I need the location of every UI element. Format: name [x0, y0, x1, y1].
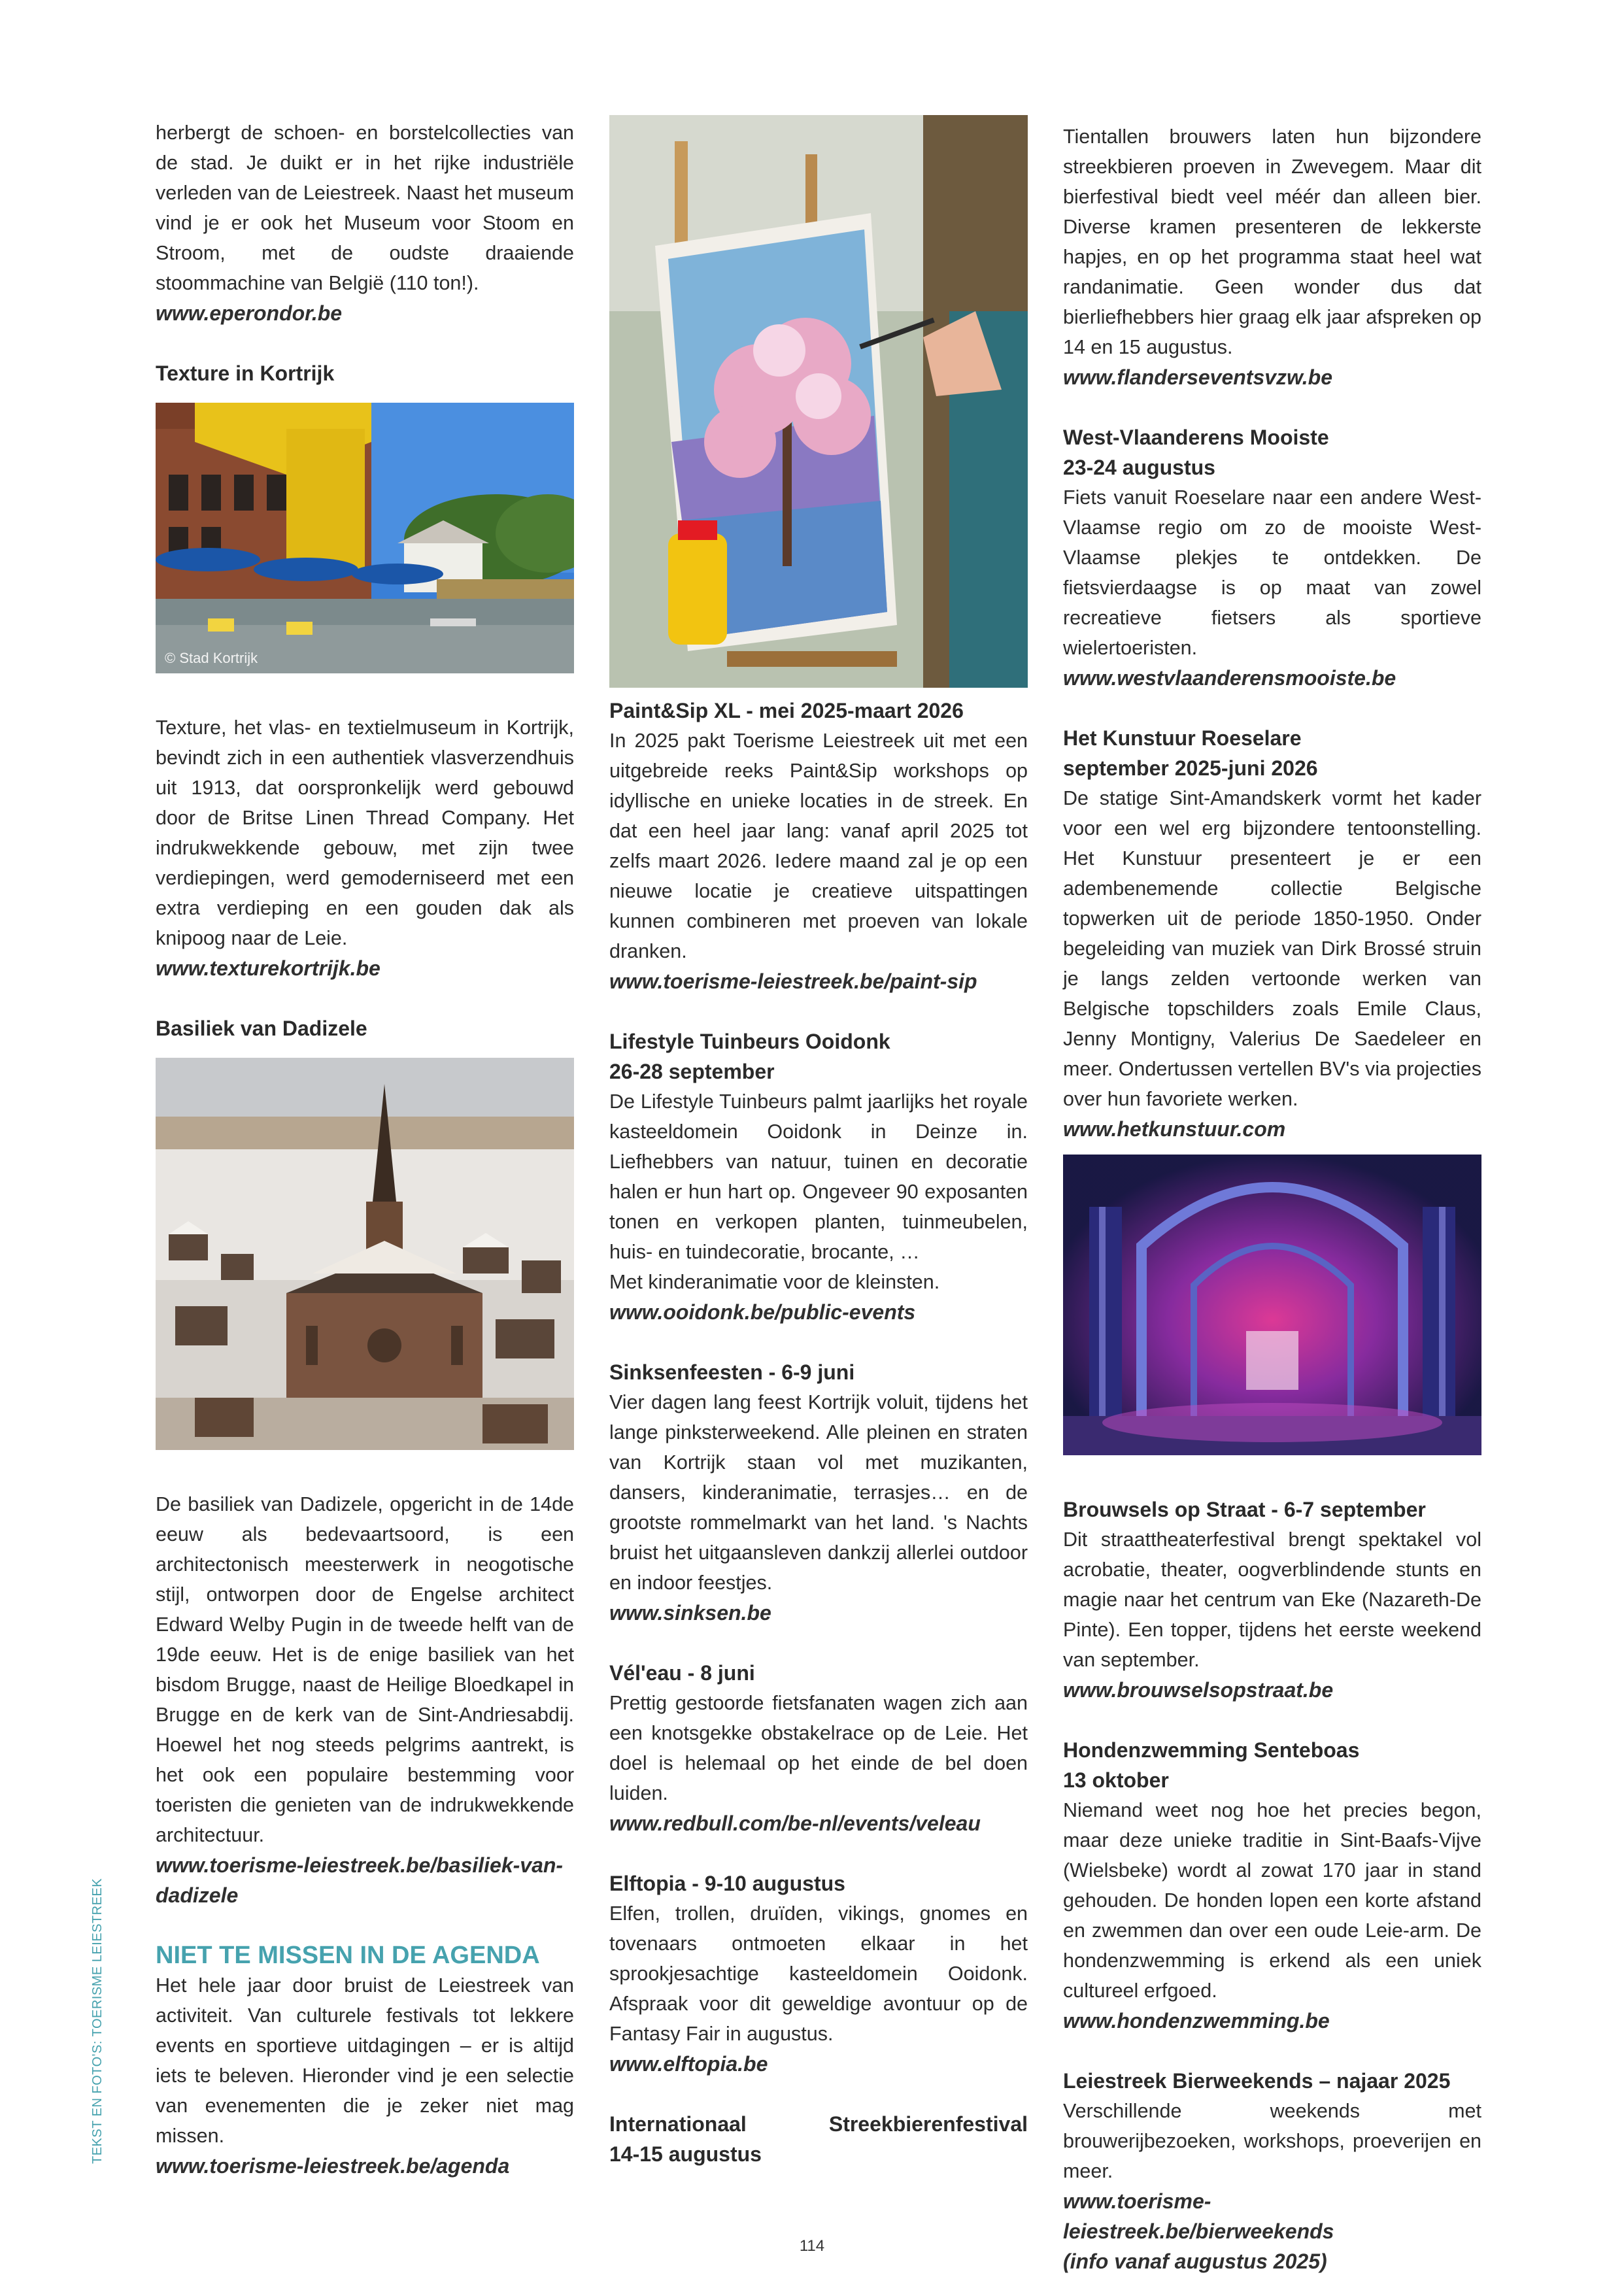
veleau-heading: Vél'eau - 8 juni: [609, 1661, 755, 1685]
paint-sip-heading: Paint&Sip XL - mei 2025-maart 2026: [609, 699, 964, 722]
elftopia-heading: Elftopia - 9-10 augustus: [609, 1872, 845, 1895]
eperondor-link[interactable]: www.eperondor.be: [156, 301, 343, 325]
photo-credit: © Stad Kortrijk: [165, 650, 258, 666]
streekbier-date: 14-15 augustus: [609, 2142, 762, 2166]
texture-link[interactable]: www.texturekortrijk.be: [156, 956, 381, 980]
bierweekends-heading: Leiestreek Bierweekends – najaar 2025: [1063, 2069, 1451, 2093]
sinksen-heading: Sinksenfeesten - 6-9 juni: [609, 1360, 855, 1384]
page-number: 114: [799, 2237, 825, 2255]
agenda-text: Het hele jaar door bruist de Leiestreek van activiteit. Van culturele festivals tot lekkere events en sportieve uitdagingen – er is altijd iets te beleven. Hieronder vind je een selectie van evenementen die je zeker niet mag missen.: [156, 1974, 574, 2147]
hondenzwemming-link[interactable]: www.hondenzwemming.be: [1063, 2009, 1330, 2033]
tuinbeurs-date: 26-28 september: [609, 1060, 775, 1083]
veleau-link[interactable]: www.redbull.com/be-nl/events/veleau: [609, 1812, 981, 1835]
elftopia-link[interactable]: www.elftopia.be: [609, 2052, 768, 2076]
kunstuur-photo: [1063, 1155, 1481, 1455]
paint-sip-photo: [609, 115, 1028, 688]
brouwsels-text: Dit straattheaterfestival brengt spektakel vol acrobatie, theater, oogverblindende stunts en magie naar het centrum van Eke (Nazareth-De Pinte). Een topper, tijdens het eerste weekend van september.: [1063, 1528, 1481, 1671]
column-1: [156, 118, 574, 2181]
photo-credit-sidebar: TEKST EN FOTO'S: TOERISME LEIESTREEK: [90, 1878, 105, 2164]
texture-heading: Texture in Kortrijk: [156, 362, 335, 385]
sinksen-text: Vier dagen lang feest Kortrijk voluit, tijdens het lange pinksterweekend. Alle pleinen en straten van Kortrijk staan vol met muzikanten, dansers, kinderanimatie, terrasjes… en de grootste rommelmarkt van het land. 's Nachts bruist het uitgaansleven dankzij allerlei outdoor en indoor feestjes.: [609, 1391, 1028, 1594]
sinksen-link[interactable]: www.sinksen.be: [609, 1601, 771, 1625]
column-3: [1063, 122, 1481, 2276]
elftopia-text: Elfen, trollen, druïden, vikings, gnomes en tovenaars ontmoeten elkaar in het sprookjesachtige kasteeldomein Ooidonk. Afspraak voor dit geweldige avontuur op de Fantasy Fair in augustus.: [609, 1902, 1028, 2045]
streekbier-heading: [609, 2109, 1028, 2139]
hondenzwemming-text: Niemand weet nog hoe het precies begon, maar deze unieke traditie in Sint-Baafs-Vijve (Wielsbeke) wordt al zowat 170 jaar in stand gehouden. De honden lopen een korte afstand en zwemmen dan over een oude Leie-arm. De hondenzwemming is erkend als een uniek cultureel erfgoed.: [1063, 1799, 1481, 2002]
tuinbeurs-text: De Lifestyle Tuinbeurs palmt jaarlijks het royale kasteeldomein Ooidonk in Deinze in. Liefhebbers van natuur, tuinen en decoratie halen er hun hart op. Ongeveer 90 exposanten tonen en verkopen planten, tuinmeubelen, huis- en tuindecoratie, brocante, …: [609, 1090, 1028, 1263]
bierweekends-text: Verschillende weekends met brouwerijbezoeken, workshops, proeverijen en meer.: [1063, 2100, 1481, 2182]
texture-text: Texture, het vlas- en textielmuseum in Kortrijk, bevindt zich in een authentiek vlasverzendhuis uit 1913, dat oorspronkelijk werd gebouwd door de Britse Linen Thread Company. Het indrukwekkende gebouw, met zijn twee verdiepingen, werd gemoderniseerd met een extra verdieping en een gouden dak als knipoog naar de Leie.: [156, 717, 574, 949]
hondenzwemming-date: 13 oktober: [1063, 1768, 1169, 1792]
basiliek-link[interactable]: www.toerisme-leiestreek.be/basiliek-van-dadizele: [156, 1853, 564, 1907]
bierfestival-text: Tientallen brouwers laten hun bijzondere streekbieren proeven in Zwevegem. Maar dit bierfestival biedt veel méér dan alleen bier. Diverse kramen presenteren de lekkerste hapjes, en op het programma staat heel wat randanimatie. Geen wonder dus dat bierliefhebbers hier graag elk jaar afspreken op 14 en 15 augustus.: [1063, 126, 1481, 358]
ooidonk-link[interactable]: www.ooidonk.be/public-events: [609, 1300, 916, 1324]
basiliek-heading: Basiliek van Dadizele: [156, 1017, 367, 1040]
agenda-heading: NIET TE MISSEN IN DE AGENDA: [156, 1942, 540, 1969]
kunstuur-heading: Het Kunstuur Roeselare: [1063, 726, 1302, 750]
streekbier-heading-part-1: Internationaal: [609, 2112, 747, 2136]
bierweekends-link[interactable]: www.toerisme-leiestreek.be/bierweekends: [1063, 2189, 1334, 2243]
streekbier-heading-part-2: Streekbierenfestival: [828, 2112, 1028, 2136]
tuinbeurs-heading: Lifestyle Tuinbeurs Ooidonk: [609, 1030, 890, 1053]
brouwsels-link[interactable]: www.brouwselsopstraat.be: [1063, 1678, 1334, 1702]
basiliek-text: De basiliek van Dadizele, opgericht in de 14de eeuw als bedevaartsoord, is een architectonisch meesterwerk in neogotische stijl, ontworpen door de Engelse architect Edward Welby Pugin in de tweede helft van de 19de eeuw. Het is de enige basiliek van het bisdom Brugge, naast de Heilige Bloedkapel in Brugge en de kerk van de Sint-Andriesabdij. Hoewel het nog steeds pelgrims aantrekt, is het ook een populaire bestemming voor toeristen die genieten van de indrukwekkende architectuur.: [156, 1493, 574, 1846]
kunstuur-date: september 2025-juni 2026: [1063, 756, 1318, 780]
paint-sip-link[interactable]: www.toerisme-leiestreek.be/paint-sip: [609, 970, 977, 993]
flanderevents-link[interactable]: www.flanderseventsvzw.be: [1063, 365, 1332, 389]
brouwsels-heading: Brouwsels op Straat - 6-7 september: [1063, 1498, 1426, 1521]
agenda-link[interactable]: www.toerisme-leiestreek.be/agenda: [156, 2154, 510, 2178]
basiliek-photo: [156, 1058, 574, 1450]
intro-text: herbergt de schoen- en borstelcollecties van de stad. Je duikt er in het rijke industriële verleden van de Leiestreek. Naast het museum vind je er ook het Museum voor Stoom en Stroom, met de oudste draaiende stoommachine van België (110 ton!).: [156, 122, 574, 294]
wvl-heading: West-Vlaanderens Mooiste: [1063, 426, 1329, 449]
wvl-date: 23-24 augustus: [1063, 456, 1215, 479]
column-2: [609, 115, 1028, 2169]
veleau-text: Prettig gestoorde fietsfanaten wagen zich aan een knotsgekke obstakelrace op de Leie. Het doel is helemaal op het einde de bel doen luiden.: [609, 1692, 1028, 1804]
wvl-text: Fiets vanuit Roeselare naar een andere West-Vlaamse regio om zo de mooiste West-Vlaamse plekjes te ontdekken. De fietsvierdaagse is op maat van zowel recreatieve fietsers als sportieve wielertoeristen.: [1063, 486, 1481, 659]
bierweekends-note: (info vanaf augustus 2025): [1063, 2250, 1327, 2273]
kunstuur-text: De statige Sint-Amandskerk vormt het kader voor een wel erg bijzondere tentoonstelling. Het Kunstuur presenteert je er een adembenemende collectie Belgische topwerken uit de periode 1850-1950. Onder begeleiding van muziek van Dirk Brossé struin je langs zelden vertoonde werken van Belgische topschilders zoals Emile Claus, Jenny Montigny, Valerius De Saedeleer en meer. Ondertussen vertellen BV's via projecties over hun favoriete werken.: [1063, 787, 1481, 1110]
tuinbeurs-text-2: Met kinderanimatie voor de kleinsten.: [609, 1271, 940, 1293]
hondenzwemming-heading: Hondenzwemming Senteboas: [1063, 1738, 1360, 1762]
texture-photo: [156, 403, 574, 673]
kunstuur-link[interactable]: www.hetkunstuur.com: [1063, 1117, 1286, 1141]
wvl-link[interactable]: www.westvlaanderensmooiste.be: [1063, 666, 1396, 690]
paint-sip-text: In 2025 pakt Toerisme Leiestreek uit met een uitgebreide reeks Paint&Sip workshops op idyllische en unieke locaties in de streek. En dat een heel jaar lang: vanaf april 2025 tot zelfs maart 2026. Iedere maand zal je op een nieuwe locatie je creatieve uitspattingen kunnen combineren met proeven van lokale dranken.: [609, 730, 1028, 962]
